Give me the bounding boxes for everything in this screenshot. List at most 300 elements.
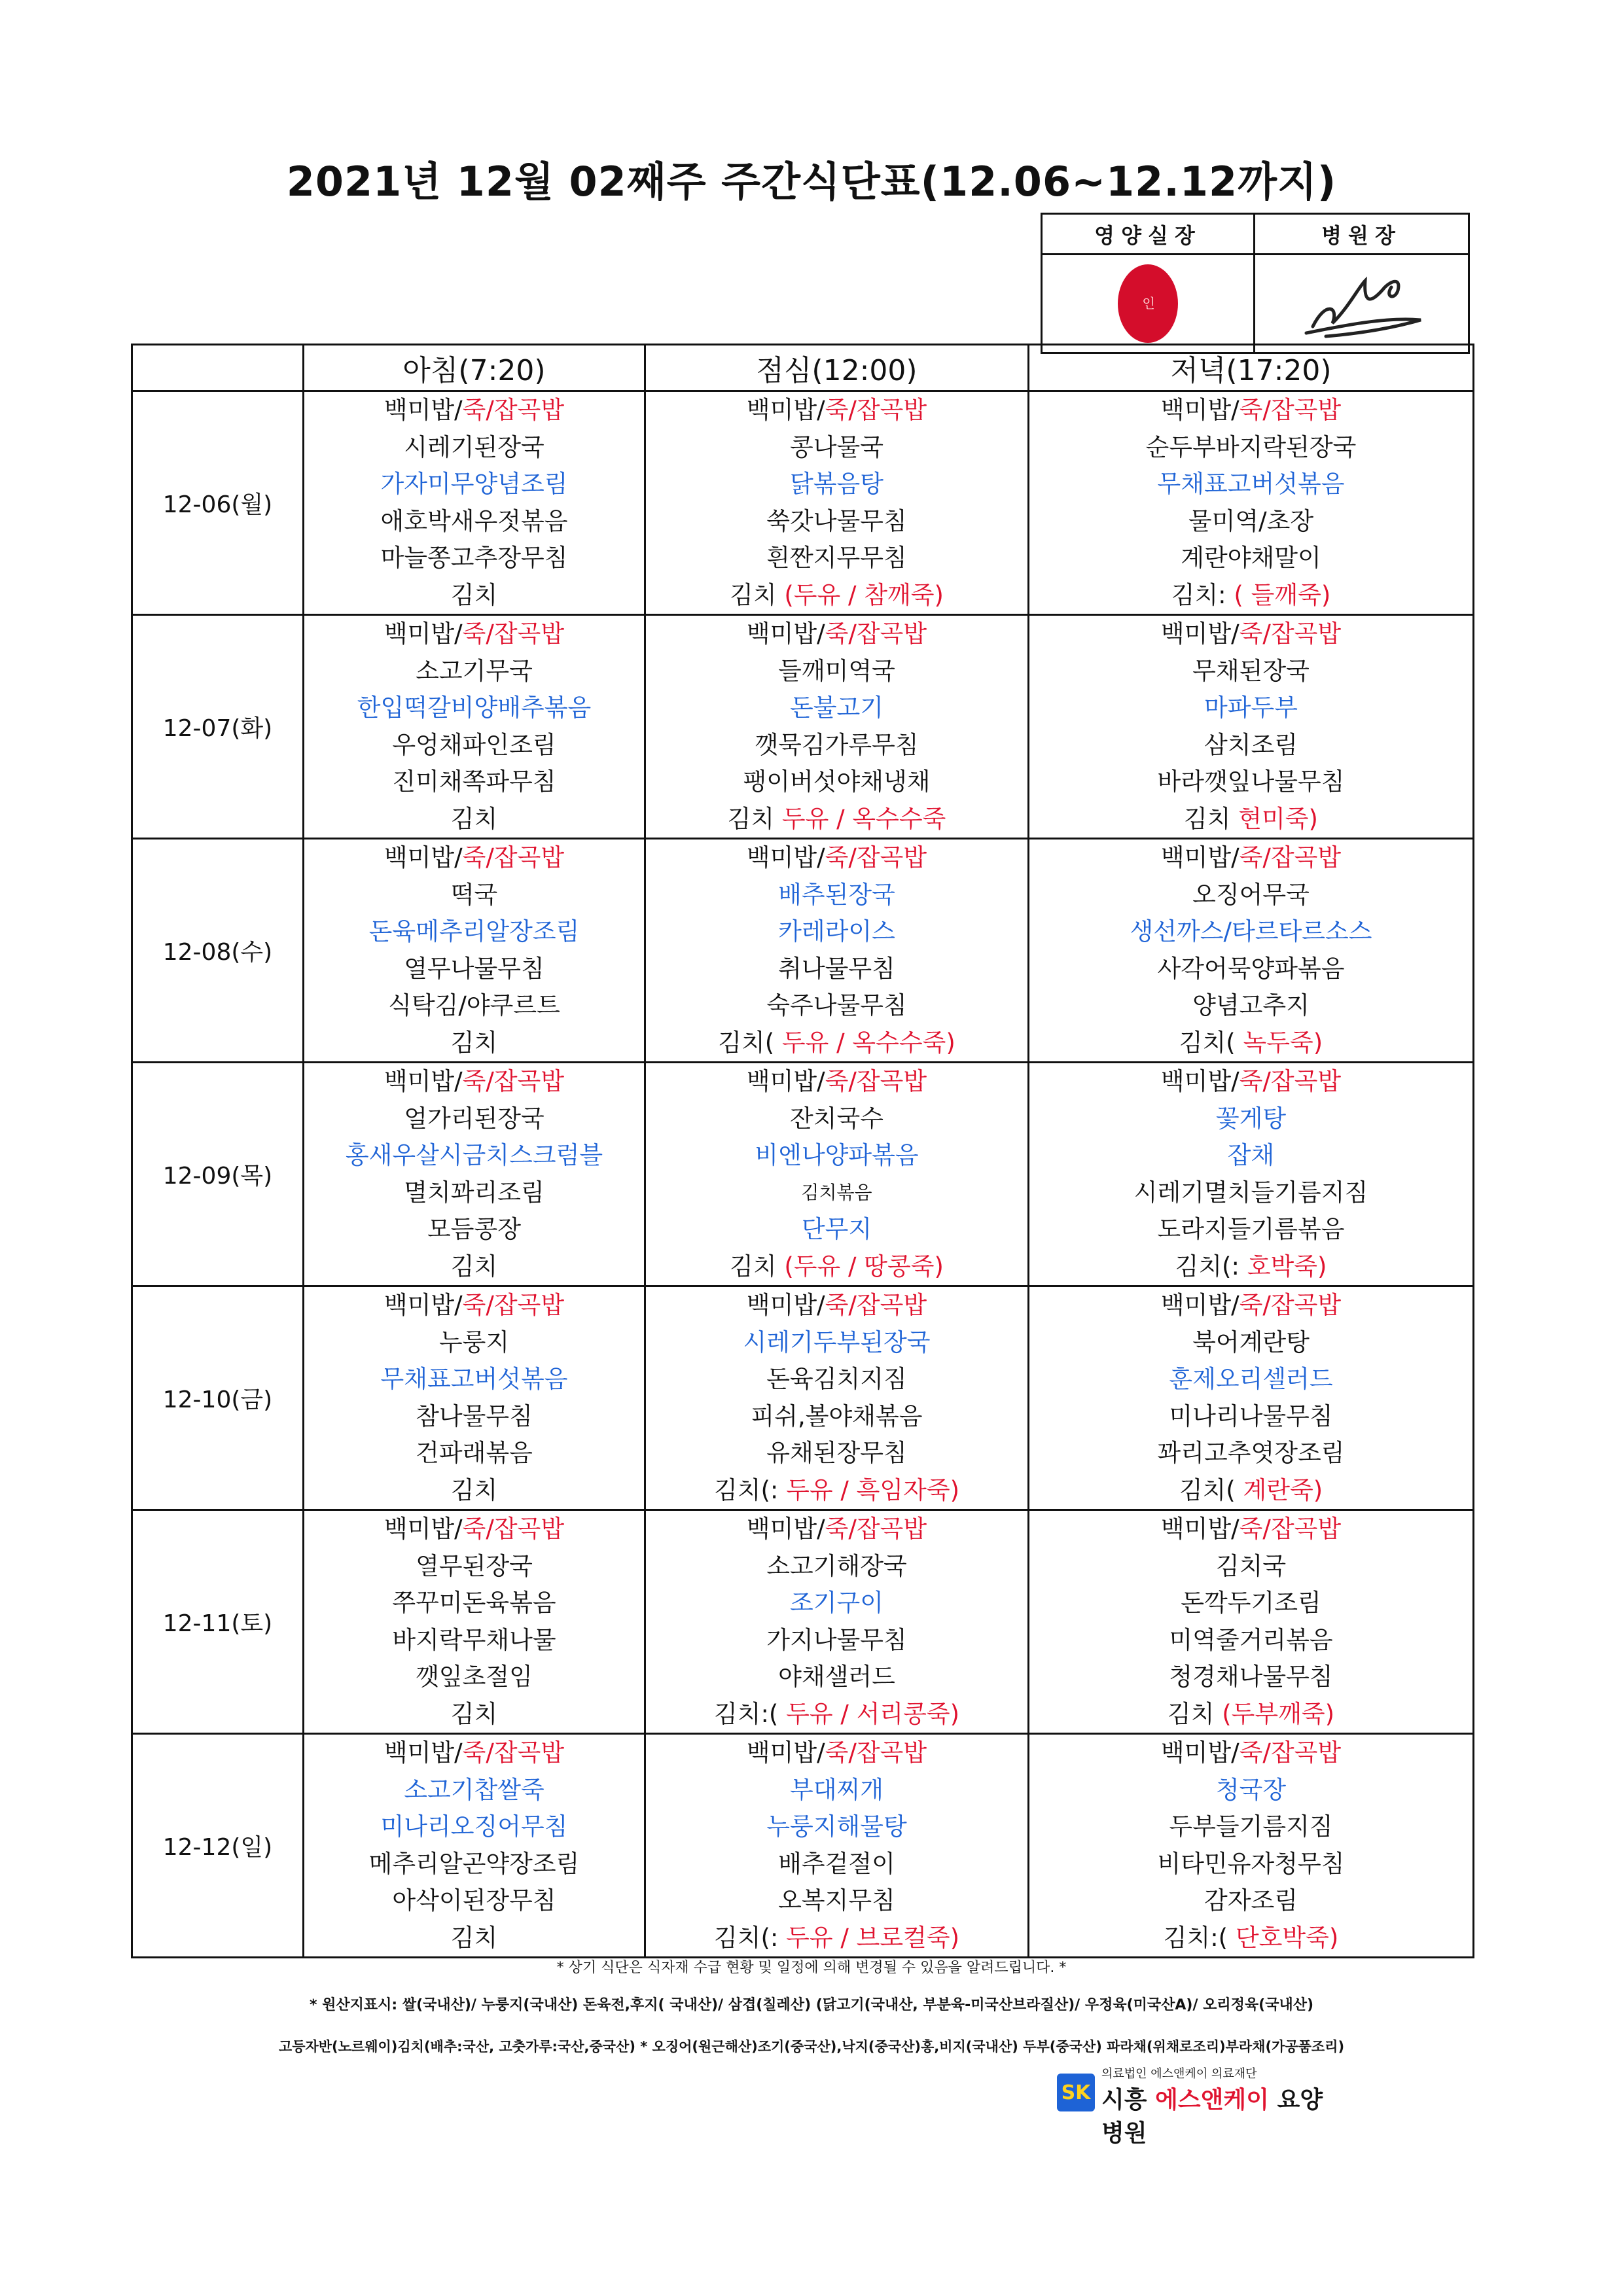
menu-item-text: 김치 bbox=[1167, 1699, 1215, 1728]
menu-item bbox=[646, 1101, 1027, 1138]
menu-item-text: 돈불고기 bbox=[790, 694, 883, 722]
menu-item bbox=[1029, 1287, 1472, 1324]
lunch-cell bbox=[645, 839, 1029, 1063]
dinner-cell bbox=[1029, 1734, 1474, 1958]
dinner-cell bbox=[1029, 1286, 1474, 1510]
menu-item bbox=[304, 1659, 644, 1696]
nutrition-head-label: 영양실장 bbox=[1043, 215, 1255, 255]
porridge-option: 죽/잡곡밥 bbox=[1239, 1739, 1342, 1767]
dinner-cell bbox=[1029, 615, 1474, 839]
hospital-name-mid: 에스앤케이 bbox=[1155, 2087, 1269, 2113]
menu-item-text: 미역줄거리볶음 bbox=[1169, 1625, 1333, 1654]
hospital-head-signature-cell bbox=[1255, 255, 1468, 352]
dinner-cell bbox=[1029, 839, 1474, 1063]
menu-item-text: 피쉬,볼야채볶음 bbox=[751, 1402, 923, 1430]
menu-item bbox=[304, 1735, 644, 1772]
menu-item-text: 백미밥/ bbox=[383, 1515, 463, 1543]
menu-item bbox=[646, 1735, 1027, 1772]
weekly-menu-table bbox=[131, 344, 1474, 1958]
menu-item bbox=[304, 1772, 644, 1809]
porridge-option: 죽/잡곡밥 bbox=[462, 1739, 565, 1767]
menu-item bbox=[646, 653, 1027, 690]
menu-item-text: 건파래볶음 bbox=[416, 1439, 533, 1467]
hospital-foundation-name: 의료법인 에스앤케이 의료재단 bbox=[1101, 2067, 1257, 2081]
menu-item bbox=[304, 690, 644, 727]
menu-item-text: 비엔나양파볶음 bbox=[755, 1141, 919, 1169]
menu-item bbox=[1029, 1248, 1472, 1286]
extra-porridge: 두유 / 옥수수죽 bbox=[781, 804, 946, 833]
menu-item-text: 김치 bbox=[450, 804, 498, 833]
lunch-cell bbox=[645, 1286, 1029, 1510]
menu-item bbox=[1029, 1025, 1472, 1062]
menu-item-text: 누룽지해물탕 bbox=[766, 1812, 907, 1841]
menu-item bbox=[646, 1398, 1027, 1436]
menu-item bbox=[304, 1548, 644, 1585]
menu-item bbox=[304, 1137, 644, 1174]
hospital-name-suffix: 요양병원 bbox=[1101, 2087, 1323, 2147]
menu-item bbox=[1029, 653, 1472, 690]
dinner-cell bbox=[1029, 1063, 1474, 1286]
menu-item bbox=[1029, 1211, 1472, 1248]
menu-item bbox=[1029, 1772, 1472, 1809]
menu-item bbox=[304, 1101, 644, 1138]
menu-item-text: 백미밥/ bbox=[1160, 1067, 1240, 1095]
menu-item bbox=[304, 577, 644, 614]
breakfast-cell bbox=[304, 1286, 645, 1510]
menu-item bbox=[646, 1920, 1027, 1957]
table-row bbox=[132, 1734, 1474, 1958]
extra-porridge: 두유 / 서리콩죽) bbox=[786, 1699, 960, 1728]
menu-item bbox=[1029, 429, 1472, 467]
menu-item bbox=[304, 1287, 644, 1324]
menu-item bbox=[646, 877, 1027, 914]
menu-item-text: 오복지무침 bbox=[778, 1886, 895, 1915]
extra-porridge: 녹두죽) bbox=[1243, 1028, 1323, 1057]
hospital-logo-block bbox=[1057, 2064, 1332, 2147]
menu-item bbox=[646, 1063, 1027, 1101]
menu-item bbox=[1029, 1472, 1472, 1510]
menu-item bbox=[646, 1511, 1027, 1548]
menu-item-text: 백미밥/ bbox=[746, 1291, 825, 1319]
menu-item bbox=[304, 1361, 644, 1398]
extra-porridge: 두유 / 브로컬죽) bbox=[786, 1923, 960, 1952]
menu-item bbox=[304, 1511, 644, 1548]
menu-item-text: 감자조림 bbox=[1204, 1886, 1298, 1915]
menu-item bbox=[646, 1211, 1027, 1248]
menu-item bbox=[304, 1174, 644, 1212]
signature-icon bbox=[1287, 261, 1437, 346]
breakfast-cell bbox=[304, 839, 645, 1063]
menu-item-text: 마파두부 bbox=[1204, 694, 1298, 722]
menu-item-text: 물미역/초장 bbox=[1188, 506, 1314, 535]
menu-item bbox=[304, 951, 644, 988]
menu-item bbox=[304, 1809, 644, 1846]
menu-item bbox=[1029, 1548, 1472, 1585]
porridge-option: 죽/잡곡밥 bbox=[825, 620, 927, 648]
menu-item bbox=[304, 429, 644, 467]
menu-item bbox=[304, 1846, 644, 1883]
menu-item bbox=[1029, 690, 1472, 727]
menu-item bbox=[304, 503, 644, 540]
extra-porridge: 계란죽) bbox=[1243, 1475, 1323, 1504]
table-row bbox=[132, 1063, 1474, 1286]
menu-item-text: 김치(: bbox=[713, 1475, 779, 1504]
menu-item-text: 쭈꾸미돈육볶음 bbox=[392, 1589, 556, 1617]
day-cell: 12-08(수) bbox=[132, 839, 304, 1063]
breakfast-cell bbox=[304, 615, 645, 839]
menu-item-text: 김치 bbox=[450, 1699, 498, 1728]
menu-item bbox=[646, 1585, 1027, 1622]
menu-item-text: 두부들기름지짐 bbox=[1169, 1812, 1333, 1841]
menu-item-text: 진미채쪽파무침 bbox=[392, 768, 556, 796]
menu-item-text: 애호박새우젓볶음 bbox=[380, 506, 568, 535]
menu-item bbox=[1029, 1585, 1472, 1622]
menu-item bbox=[646, 1435, 1027, 1472]
menu-item-text: 참나물무침 bbox=[416, 1402, 533, 1430]
menu-item-text: 도라지들기름볶음 bbox=[1157, 1215, 1345, 1243]
table-header-row bbox=[132, 345, 1474, 391]
menu-item-text: 가지나물무침 bbox=[766, 1625, 907, 1654]
menu-item-text: 쑥갓나물무침 bbox=[766, 506, 907, 535]
menu-item bbox=[304, 1472, 644, 1510]
approval-box bbox=[1041, 213, 1470, 354]
menu-item-text: 깻잎초절임 bbox=[416, 1663, 533, 1691]
menu-item bbox=[646, 1287, 1027, 1324]
menu-item-text: 훈제오리셀러드 bbox=[1169, 1365, 1333, 1393]
nutrition-head-stamp-cell bbox=[1043, 255, 1255, 352]
menu-item bbox=[646, 616, 1027, 653]
menu-item bbox=[1029, 1659, 1472, 1696]
menu-item bbox=[1029, 503, 1472, 540]
menu-item bbox=[1029, 1511, 1472, 1548]
extra-porridge: (두유 / 땅콩죽) bbox=[784, 1252, 944, 1280]
menu-item-text: 비타민유자청무침 bbox=[1157, 1849, 1345, 1878]
menu-item bbox=[304, 1696, 644, 1733]
menu-item-text: 시레기두부된장국 bbox=[743, 1328, 931, 1356]
day-cell: 12-10(금) bbox=[132, 1286, 304, 1510]
menu-item-text: 김치(: bbox=[713, 1923, 779, 1952]
porridge-option: 죽/잡곡밥 bbox=[1239, 1515, 1342, 1543]
menu-item bbox=[304, 1025, 644, 1062]
lunch-cell bbox=[645, 391, 1029, 615]
menu-item-text: 백미밥/ bbox=[383, 1067, 463, 1095]
menu-item-text: 백미밥/ bbox=[1160, 843, 1240, 872]
menu-item bbox=[646, 540, 1027, 577]
menu-item-text: 가자미무양념조림 bbox=[380, 470, 568, 498]
menu-item bbox=[1029, 1361, 1472, 1398]
menu-item-text: 김치:( bbox=[713, 1699, 779, 1728]
menu-item bbox=[304, 1435, 644, 1472]
menu-item-text: 김치 bbox=[730, 1252, 777, 1280]
menu-item bbox=[1029, 1622, 1472, 1659]
menu-item bbox=[1029, 1882, 1472, 1920]
menu-item-text: 백미밥/ bbox=[1160, 1739, 1240, 1767]
menu-item-text: 유채된장무침 bbox=[766, 1439, 907, 1467]
menu-item-text: 생선까스/타르타르소스 bbox=[1130, 917, 1372, 945]
breakfast-cell bbox=[304, 391, 645, 615]
menu-item-text: 깻묵김가루무침 bbox=[755, 730, 919, 759]
menu-item-text: 김치 bbox=[450, 1923, 498, 1952]
extra-porridge: 단호박죽) bbox=[1235, 1923, 1339, 1952]
menu-item-text: 바지락무채나물 bbox=[392, 1625, 556, 1654]
menu-item bbox=[1029, 1435, 1472, 1472]
menu-item bbox=[304, 801, 644, 838]
menu-item bbox=[646, 1361, 1027, 1398]
menu-item-text: 무채표고버섯볶음 bbox=[1157, 470, 1345, 498]
menu-item-text: 소고기찹쌀죽 bbox=[404, 1775, 544, 1804]
porridge-option: 죽/잡곡밥 bbox=[462, 1515, 565, 1543]
hospital-name bbox=[1101, 2081, 1332, 2148]
menu-item-text: 김치( bbox=[718, 1028, 775, 1057]
menu-item-text: 양념고추지 bbox=[1192, 991, 1310, 1019]
menu-item bbox=[646, 913, 1027, 951]
menu-item-text: 얼가리된장국 bbox=[404, 1104, 544, 1133]
table-row bbox=[132, 391, 1474, 615]
menu-item bbox=[646, 690, 1027, 727]
menu-item bbox=[304, 727, 644, 764]
menu-item bbox=[646, 1882, 1027, 1920]
extra-porridge: 호박죽) bbox=[1247, 1252, 1327, 1280]
menu-item bbox=[646, 392, 1027, 429]
menu-item-text: 백미밥/ bbox=[1160, 396, 1240, 424]
menu-item bbox=[1029, 1398, 1472, 1436]
menu-item-text: 청경채나물무침 bbox=[1169, 1663, 1333, 1691]
menu-item-text: 소고기해장국 bbox=[766, 1551, 907, 1580]
menu-item bbox=[304, 653, 644, 690]
menu-item bbox=[646, 466, 1027, 503]
page-title: 2021년 12월 02째주 주간식단표(12.06~12.12까지) bbox=[286, 158, 1337, 205]
menu-item-text: 숙주나물무침 bbox=[766, 991, 907, 1019]
menu-item bbox=[646, 1659, 1027, 1696]
menu-item-text: 김치(: bbox=[1175, 1252, 1240, 1280]
menu-item bbox=[304, 1248, 644, 1286]
menu-item bbox=[304, 392, 644, 429]
menu-item bbox=[646, 764, 1027, 801]
menu-item-text: 배추된장국 bbox=[778, 880, 895, 909]
extra-porridge: 두유 / 흑임자죽) bbox=[786, 1475, 960, 1504]
menu-item bbox=[304, 1324, 644, 1362]
change-notice: * 상기 식단은 식자재 수급 현황 및 일정에 의해 변경될 수 있음을 알려드립니다. * bbox=[556, 1960, 1067, 1976]
menu-item bbox=[646, 1248, 1027, 1286]
menu-item-text: 백미밥/ bbox=[746, 1515, 825, 1543]
menu-item bbox=[646, 1809, 1027, 1846]
menu-item bbox=[1029, 1809, 1472, 1846]
menu-item bbox=[304, 616, 644, 653]
menu-item-text: 김치 bbox=[730, 580, 777, 609]
porridge-option: 죽/잡곡밥 bbox=[1239, 620, 1342, 648]
menu-item bbox=[304, 1063, 644, 1101]
origin-notice-line1: * 원산지표시: 쌀(국내산)/ 누룽지(국내산) 돈육전,후지( 국내산)/ 삼겹(칠레산) (닭고기(국내산, 부분육-미국산브라질산)/ 우정육(미국산A)/ 오리정육(국내산) bbox=[309, 1997, 1314, 2013]
menu-item bbox=[304, 877, 644, 914]
menu-item bbox=[1029, 616, 1472, 653]
menu-item bbox=[304, 1585, 644, 1622]
menu-item-text: 무채표고버섯볶음 bbox=[380, 1365, 568, 1393]
dinner-cell bbox=[1029, 1510, 1474, 1734]
lunch-cell bbox=[645, 1734, 1029, 1958]
menu-item-text: 김치 bbox=[450, 1028, 498, 1057]
menu-item-text: 백미밥/ bbox=[383, 1739, 463, 1767]
menu-item-text: 김치 bbox=[1184, 804, 1231, 833]
menu-item bbox=[304, 1398, 644, 1436]
porridge-option: 죽/잡곡밥 bbox=[462, 1067, 565, 1095]
menu-item-text: 배추겉절이 bbox=[778, 1849, 895, 1878]
porridge-option: 죽/잡곡밥 bbox=[1239, 396, 1342, 424]
menu-item-text: 김치 bbox=[727, 804, 775, 833]
extra-porridge: (두부깨죽) bbox=[1222, 1699, 1335, 1728]
menu-item-text: 떡국 bbox=[450, 880, 498, 909]
menu-item bbox=[1029, 1696, 1472, 1733]
menu-item-text: 김치 bbox=[450, 1252, 498, 1280]
extra-porridge: ( 들깨죽) bbox=[1234, 580, 1331, 609]
menu-item bbox=[304, 1622, 644, 1659]
menu-item bbox=[1029, 1920, 1472, 1957]
menu-item-text: 홍새우살시금치스크럼블 bbox=[345, 1141, 603, 1169]
menu-item-text: 김치( bbox=[1179, 1028, 1236, 1057]
menu-item bbox=[304, 839, 644, 877]
day-cell: 12-12(일) bbox=[132, 1734, 304, 1958]
menu-item bbox=[646, 801, 1027, 838]
porridge-option: 죽/잡곡밥 bbox=[462, 620, 565, 648]
menu-item-text: 식탁김/야쿠르트 bbox=[388, 991, 560, 1019]
menu-item bbox=[1029, 1735, 1472, 1772]
menu-item bbox=[304, 1920, 644, 1957]
extra-porridge: 두유 / 옥수수죽) bbox=[781, 1028, 955, 1057]
menu-item bbox=[646, 1846, 1027, 1883]
menu-item bbox=[304, 987, 644, 1025]
menu-item-text: 백미밥/ bbox=[383, 1291, 463, 1319]
breakfast-cell bbox=[304, 1734, 645, 1958]
menu-item bbox=[646, 429, 1027, 467]
day-cell: 12-06(월) bbox=[132, 391, 304, 615]
menu-item-text: 야채샐러드 bbox=[778, 1663, 895, 1691]
menu-item-text: 돈깍두기조림 bbox=[1181, 1589, 1321, 1617]
menu-item bbox=[1029, 727, 1472, 764]
menu-item-text: 미나리오징어무침 bbox=[380, 1812, 568, 1841]
menu-item-text: 백미밥/ bbox=[1160, 1291, 1240, 1319]
menu-item-text: 소고기무국 bbox=[416, 656, 533, 685]
menu-item-text: 사각어묵양파볶음 bbox=[1157, 954, 1345, 983]
menu-item-text: 김치국 bbox=[1215, 1551, 1287, 1580]
menu-item-text: 백미밥/ bbox=[746, 1067, 825, 1095]
header-breakfast: 아침(7:20) bbox=[304, 345, 645, 391]
menu-item-text: 흰짠지무무침 bbox=[766, 544, 907, 572]
menu-item bbox=[304, 1882, 644, 1920]
menu-item bbox=[646, 1622, 1027, 1659]
menu-item bbox=[1029, 1101, 1472, 1138]
menu-item-text: 멸치꽈리조림 bbox=[404, 1178, 544, 1207]
menu-item-text: 돈육메추리알장조림 bbox=[368, 917, 580, 945]
day-cell: 12-07(화) bbox=[132, 615, 304, 839]
menu-item bbox=[646, 1025, 1027, 1062]
porridge-option: 죽/잡곡밥 bbox=[825, 1291, 927, 1319]
menu-item-text: 무채된장국 bbox=[1192, 656, 1310, 685]
menu-item-text: 백미밥/ bbox=[746, 843, 825, 872]
menu-item bbox=[304, 764, 644, 801]
menu-item bbox=[1029, 1174, 1472, 1212]
lunch-cell bbox=[645, 1063, 1029, 1286]
menu-item bbox=[646, 1472, 1027, 1510]
menu-item bbox=[646, 1137, 1027, 1174]
menu-item bbox=[304, 913, 644, 951]
menu-item-text: 콩나물국 bbox=[790, 433, 883, 461]
dinner-cell bbox=[1029, 391, 1474, 615]
menu-item-text: 시레기된장국 bbox=[404, 433, 544, 461]
menu-item-text: 잡채 bbox=[1227, 1141, 1275, 1169]
menu-item bbox=[1029, 466, 1472, 503]
header-lunch: 점심(12:00) bbox=[645, 345, 1029, 391]
porridge-option: 죽/잡곡밥 bbox=[1239, 1067, 1342, 1095]
menu-item bbox=[646, 727, 1027, 764]
menu-item-text: 카레라이스 bbox=[778, 917, 895, 945]
menu-item-text: 백미밥/ bbox=[746, 1739, 825, 1767]
menu-item-text: 마늘쫑고추장무침 bbox=[380, 544, 568, 572]
menu-item-text: 시레기멸치들기름지짐 bbox=[1133, 1178, 1368, 1207]
menu-item bbox=[646, 1548, 1027, 1585]
menu-item-text: 순두부바지락된장국 bbox=[1145, 433, 1357, 461]
menu-item-text: 청국장 bbox=[1215, 1775, 1287, 1804]
porridge-option: 죽/잡곡밥 bbox=[462, 843, 565, 872]
menu-item-text: 백미밥/ bbox=[383, 620, 463, 648]
menu-item bbox=[1029, 913, 1472, 951]
menu-item-text: 팽이버섯야채냉채 bbox=[743, 768, 931, 796]
table-row bbox=[132, 839, 1474, 1063]
menu-item bbox=[646, 503, 1027, 540]
menu-item-text: 삼치조림 bbox=[1204, 730, 1298, 759]
menu-item bbox=[1029, 839, 1472, 877]
lunch-cell bbox=[645, 615, 1029, 839]
menu-item-text: 북어계란탕 bbox=[1192, 1328, 1310, 1356]
table-body bbox=[132, 391, 1474, 1958]
menu-item-text: 백미밥/ bbox=[746, 620, 825, 648]
porridge-option: 죽/잡곡밥 bbox=[1239, 843, 1342, 872]
menu-item bbox=[1029, 877, 1472, 914]
menu-item-text: 아삭이된장무침 bbox=[392, 1886, 556, 1915]
menu-item-text: 취나물무침 bbox=[778, 954, 895, 983]
hospital-logo-icon: SK bbox=[1057, 2074, 1095, 2111]
menu-item-text: 미나리나물무침 bbox=[1169, 1402, 1333, 1430]
day-cell: 12-09(목) bbox=[132, 1063, 304, 1286]
menu-item bbox=[1029, 1324, 1472, 1362]
table-row bbox=[132, 1286, 1474, 1510]
day-cell: 12-11(토) bbox=[132, 1510, 304, 1734]
menu-item bbox=[646, 1696, 1027, 1733]
menu-item-text: 김치 bbox=[450, 580, 498, 609]
menu-item bbox=[304, 466, 644, 503]
lunch-cell bbox=[645, 1510, 1029, 1734]
menu-item-text: 부대찌개 bbox=[790, 1775, 883, 1804]
porridge-option: 죽/잡곡밥 bbox=[1239, 1291, 1342, 1319]
menu-item-text: 한입떡갈비양배추볶음 bbox=[357, 694, 592, 722]
menu-item-text: 메추리알곤약장조림 bbox=[368, 1849, 580, 1878]
menu-item-text: 김치:( bbox=[1163, 1923, 1228, 1952]
header-dinner: 저녁(17:20) bbox=[1029, 345, 1474, 391]
menu-item-text: 백미밥/ bbox=[1160, 1515, 1240, 1543]
menu-item-text: 백미밥/ bbox=[746, 396, 825, 424]
menu-item-text: 우엉채파인조림 bbox=[392, 730, 556, 759]
extra-porridge: (두유 / 참깨죽) bbox=[784, 580, 944, 609]
menu-item-text: 닭볶음탕 bbox=[790, 470, 883, 498]
menu-item bbox=[1029, 540, 1472, 577]
porridge-option: 죽/잡곡밥 bbox=[825, 1739, 927, 1767]
breakfast-cell bbox=[304, 1063, 645, 1286]
seal-stamp-icon: 인 bbox=[1118, 264, 1178, 343]
porridge-option: 죽/잡곡밥 bbox=[825, 1067, 927, 1095]
breakfast-cell bbox=[304, 1510, 645, 1734]
header-day bbox=[132, 345, 304, 391]
menu-item-text: 열무나물무침 bbox=[404, 954, 544, 983]
menu-item-text: 꽃게탕 bbox=[1215, 1104, 1287, 1133]
menu-item bbox=[1029, 392, 1472, 429]
